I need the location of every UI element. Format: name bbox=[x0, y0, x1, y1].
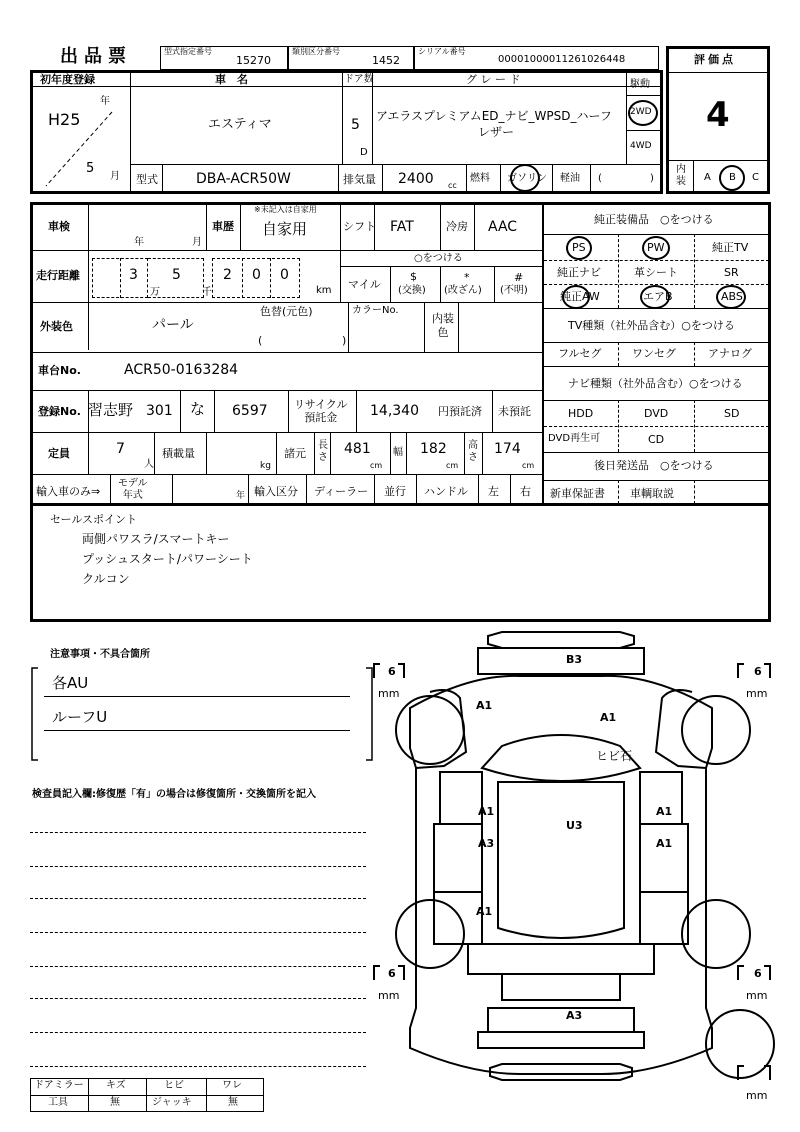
recycle-label: リサイクル 預託金 bbox=[294, 398, 348, 424]
tire-fr-value: 6 bbox=[754, 665, 762, 678]
shift-label: シフト bbox=[343, 220, 376, 233]
drive-2wd-circle bbox=[628, 100, 658, 126]
capacity-unit: 人 bbox=[144, 459, 154, 470]
mileage-star: * bbox=[464, 271, 470, 284]
mileage-sen: 千 bbox=[202, 287, 212, 298]
mileage-digit-1: 3 bbox=[129, 267, 138, 283]
length-value: 481 bbox=[344, 441, 371, 457]
serial-value: 00001000011261026448 bbox=[498, 54, 626, 65]
right-rear-door-mark: A1 bbox=[656, 837, 673, 850]
interior-grade-a: A bbox=[704, 172, 711, 183]
width-unit: cm bbox=[446, 461, 459, 470]
shift-value: FAT bbox=[390, 219, 414, 235]
model-year-label: モデル 年式 bbox=[118, 478, 148, 501]
equip-pw: PW bbox=[647, 241, 665, 254]
exterior-color-value: パール bbox=[152, 317, 194, 333]
length-label: 長 さ bbox=[318, 440, 328, 463]
later-manual: 車輌取説 bbox=[630, 487, 674, 500]
legend-tool-value: 無 bbox=[110, 1097, 120, 1108]
mileage-dollar: $ bbox=[410, 270, 417, 283]
hood-mark: A1 bbox=[600, 711, 617, 724]
equip-tv: 純正TV bbox=[712, 241, 749, 254]
first-reg-year: H25 bbox=[48, 110, 81, 129]
fuel-other-open: ( bbox=[598, 173, 602, 184]
dim-label: 諸元 bbox=[284, 447, 306, 460]
type-designation-label: 型式指定番号 bbox=[164, 47, 212, 56]
fuel-gasoline: ガソリン bbox=[507, 173, 547, 184]
history-label: 車歴 bbox=[212, 220, 234, 233]
reg-number: 6597 bbox=[232, 403, 268, 419]
ac-label: 冷房 bbox=[446, 220, 468, 233]
equip-leather: 革シート bbox=[634, 266, 678, 279]
mileage-mark-note: ○をつける bbox=[414, 253, 463, 264]
equipment-title: 純正装備品 ○をつける bbox=[594, 213, 714, 226]
equip-aw: 純正AW bbox=[560, 290, 600, 303]
fuel-gasoline-circle bbox=[510, 164, 540, 192]
tire-fl-value: 6 bbox=[388, 665, 396, 678]
navi-hdd: HDD bbox=[568, 407, 594, 420]
color-original-close: ) bbox=[342, 334, 347, 347]
front-bumper-mark: B3 bbox=[566, 653, 583, 666]
tire-fr-unit: mm bbox=[746, 687, 768, 700]
interior-label: 内 装 bbox=[676, 164, 686, 187]
mileage-man: 万 bbox=[150, 287, 160, 298]
recycle-value: 14,340 bbox=[370, 403, 419, 419]
mileage-tamper: (改ざん) bbox=[444, 285, 482, 296]
color-no-label: カラーNo. bbox=[352, 305, 399, 316]
mileage-digit-4: 0 bbox=[252, 267, 261, 283]
windshield-mark: ヒビ石 bbox=[596, 749, 633, 763]
sales-point-1: 両側パワスラ/スマートキー bbox=[82, 532, 230, 546]
tire-rr-value: 6 bbox=[754, 967, 762, 980]
mileage-km: km bbox=[316, 285, 332, 296]
capacity-label: 定員 bbox=[48, 447, 70, 460]
legend-break: ワレ bbox=[222, 1080, 242, 1091]
history-value: 自家用 bbox=[262, 220, 308, 238]
sales-point-3: クルコン bbox=[82, 572, 130, 586]
category-value: 1452 bbox=[372, 54, 400, 67]
tire-rl-unit: mm bbox=[378, 989, 400, 1002]
grade-label: グ レ ー ド bbox=[466, 73, 521, 86]
drive-4wd: 4WD bbox=[630, 141, 652, 151]
color-original-open: ( bbox=[258, 334, 263, 347]
ac-value: AAC bbox=[488, 219, 518, 235]
mileage-exchange: (交換) bbox=[398, 285, 426, 296]
left-rear-door-mark: A3 bbox=[478, 837, 495, 850]
drive-label: 駆動 bbox=[630, 79, 650, 90]
drive-2wd: 2WD bbox=[630, 107, 652, 117]
displacement-value: 2400 bbox=[398, 171, 434, 187]
mileage-unknown: (不明) bbox=[500, 285, 528, 296]
note-line-1: 各AU bbox=[52, 674, 89, 692]
equip-navi: 純正ナビ bbox=[557, 266, 601, 279]
navi-cd: CD bbox=[648, 433, 665, 446]
width-label: 幅 bbox=[393, 447, 403, 458]
legend-jack-value: 無 bbox=[228, 1097, 238, 1108]
later-warranty: 新車保証書 bbox=[550, 487, 605, 500]
notes-label: 注意事項・不具合箇所 bbox=[50, 649, 150, 660]
car-diagram bbox=[370, 628, 790, 1128]
grade-value-line1: アエラスプレミアムED_ナビ_WPSD_ハーフ bbox=[376, 109, 612, 123]
interior-grade-b: B bbox=[729, 172, 736, 183]
category-label: 類別区分番号 bbox=[292, 47, 340, 56]
serial-label: シリアル番号 bbox=[418, 47, 466, 56]
tv-analog: アナログ bbox=[708, 347, 752, 360]
equip-aw-circle bbox=[562, 285, 590, 309]
reg-area: 習志野 bbox=[88, 401, 134, 419]
navi-title: ナビ種類（社外品含む）○をつける bbox=[568, 377, 743, 390]
equip-pw-circle bbox=[642, 236, 670, 260]
sales-points-label: セールスポイント bbox=[50, 513, 138, 526]
tire-fl-unit: mm bbox=[378, 687, 400, 700]
model-label: 型式 bbox=[136, 173, 158, 186]
recycle-paid: 円預託済 bbox=[438, 405, 482, 418]
import-type-label: 輸入区分 bbox=[254, 485, 298, 498]
roof-mark: U3 bbox=[566, 819, 583, 832]
handle-left: 左 bbox=[488, 485, 499, 498]
car-name-value: エスティマ bbox=[208, 117, 272, 132]
mileage-hash: # bbox=[514, 271, 524, 284]
legend-jack: ジャッキ bbox=[152, 1097, 192, 1108]
inspection-month-unit: 月 bbox=[192, 237, 202, 248]
equip-airbag-circle bbox=[640, 285, 670, 309]
inspection-label: 車検 bbox=[48, 220, 70, 233]
recycle-unpaid: 未預託 bbox=[498, 405, 531, 418]
year-unit: 年 bbox=[100, 96, 110, 107]
capacity-value: 7 bbox=[116, 441, 125, 457]
mileage-digit-5: 0 bbox=[280, 267, 289, 283]
rear-bumper-mark: A3 bbox=[566, 1009, 583, 1022]
inspector-label: 検査員記入欄:修復歴「有」の場合は修復箇所・交換箇所を記入 bbox=[32, 789, 316, 800]
equip-sr: SR bbox=[724, 266, 739, 279]
chassis-value: ACR50-0163284 bbox=[124, 362, 239, 378]
type-designation-value: 15270 bbox=[236, 54, 271, 67]
reg-class: 301 bbox=[146, 403, 173, 419]
tv-title: TV種類（社外品含む）○をつける bbox=[568, 319, 735, 332]
first-reg-label: 初年度登録 bbox=[40, 73, 95, 86]
import-dealer: ディーラー bbox=[314, 485, 369, 498]
exterior-color-label: 外装色 bbox=[40, 320, 73, 333]
displacement-unit: cc bbox=[448, 181, 457, 190]
chassis-label: 車台No. bbox=[38, 364, 81, 377]
navi-dvd-playback: DVD再生可 bbox=[548, 433, 601, 444]
later-shipping-title: 後日発送品 ○をつける bbox=[594, 459, 714, 472]
height-label: 高 さ bbox=[468, 440, 478, 463]
model-value: DBA-ACR50W bbox=[196, 171, 291, 187]
legend-crack: ヒビ bbox=[164, 1080, 184, 1091]
score-value: 4 bbox=[706, 95, 730, 135]
grade-value-line2: レザー bbox=[478, 125, 515, 139]
right-front-door-mark: A1 bbox=[656, 805, 673, 818]
length-unit: cm bbox=[370, 461, 383, 470]
mileage-mile: マイル bbox=[348, 278, 381, 291]
month-unit: 月 bbox=[110, 171, 120, 182]
mileage-label: 走行距離 bbox=[36, 269, 80, 282]
tire-rr-unit: mm bbox=[746, 989, 768, 1002]
model-year-unit: 年 bbox=[236, 491, 246, 501]
legend-tool: 工具 bbox=[48, 1097, 68, 1108]
color-original-label: 色替(元色) bbox=[260, 305, 313, 318]
fuel-label: 燃料 bbox=[470, 173, 490, 184]
handle-label: ハンドル bbox=[424, 485, 468, 498]
legend-scratch: キズ bbox=[106, 1080, 126, 1091]
left-front-fender-mark: A1 bbox=[476, 699, 493, 712]
doors-value: 5 bbox=[351, 117, 360, 133]
width-value: 182 bbox=[420, 441, 447, 457]
tv-oneseg: ワンセグ bbox=[632, 347, 676, 360]
tv-fullseg: フルセグ bbox=[558, 347, 602, 360]
doors-label: ドア数 bbox=[344, 74, 374, 85]
history-note: ※未記入は自家用 bbox=[254, 205, 317, 214]
equip-abs-circle bbox=[716, 285, 746, 309]
fuel-diesel: 軽油 bbox=[560, 173, 580, 184]
interior-color-label: 内装 色 bbox=[432, 312, 454, 339]
load-label: 積載量 bbox=[162, 447, 195, 460]
equip-ps: PS bbox=[572, 241, 586, 254]
reg-kana: な bbox=[190, 400, 206, 418]
navi-sd: SD bbox=[724, 407, 740, 420]
first-reg-month: 5 bbox=[86, 161, 95, 176]
score-label: 評価点 bbox=[694, 53, 736, 66]
height-unit: cm bbox=[522, 461, 535, 470]
registration-label: 登録No. bbox=[38, 405, 81, 418]
left-rear-quarter-mark: A1 bbox=[476, 905, 493, 918]
interior-b-circle bbox=[719, 165, 745, 191]
sales-point-2: プッシュスタート/パワーシート bbox=[82, 552, 253, 566]
import-label: 輸入車のみ⇒ bbox=[36, 485, 101, 498]
doors-suffix: D bbox=[360, 147, 368, 158]
page-title: 出品票 bbox=[60, 46, 132, 67]
equip-abs: ABS bbox=[721, 290, 743, 303]
legend-door-mirror: ドアミラー bbox=[34, 1080, 84, 1091]
handle-right: 右 bbox=[520, 485, 531, 498]
year-month-slash bbox=[40, 102, 120, 192]
height-value: 174 bbox=[494, 441, 521, 457]
load-unit: kg bbox=[260, 461, 271, 471]
car-name-label: 車 名 bbox=[215, 73, 248, 86]
fuel-other-close: ) bbox=[650, 173, 654, 184]
equip-ps-circle bbox=[566, 236, 592, 260]
mileage-digit-3: 2 bbox=[223, 267, 232, 283]
equip-airbag: エアB bbox=[643, 290, 673, 303]
tire-rl-value: 6 bbox=[388, 967, 396, 980]
navi-dvd: DVD bbox=[644, 407, 669, 420]
note-line-2: ルーフU bbox=[52, 708, 108, 726]
tire-spare-unit: mm bbox=[746, 1089, 768, 1102]
interior-grade-c: C bbox=[752, 172, 759, 183]
left-front-door-mark: A1 bbox=[478, 805, 495, 818]
displacement-label: 排気量 bbox=[343, 173, 376, 186]
mileage-digit-2: 5 bbox=[172, 267, 181, 283]
inspection-year-unit: 年 bbox=[134, 237, 144, 248]
import-parallel: 並行 bbox=[384, 485, 406, 498]
